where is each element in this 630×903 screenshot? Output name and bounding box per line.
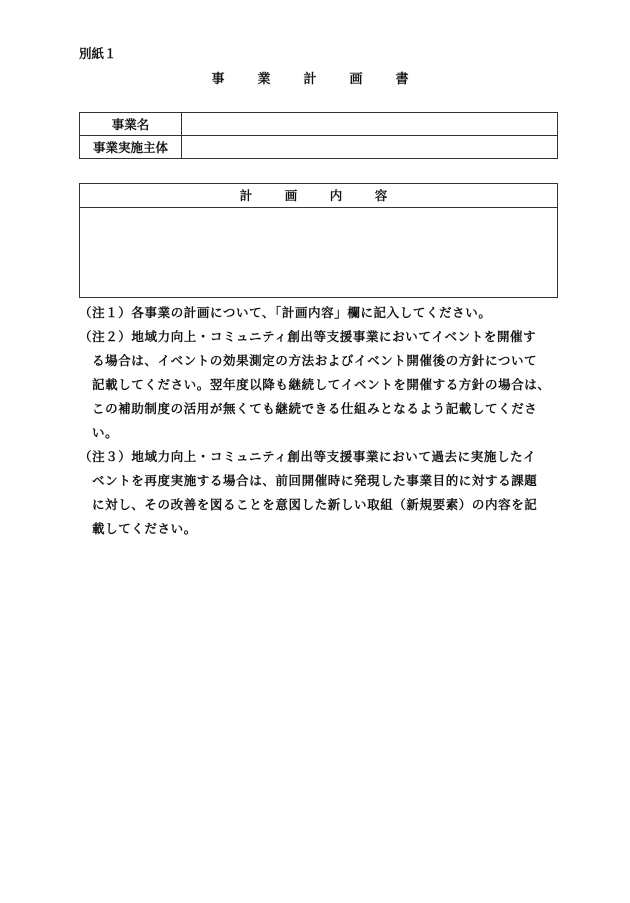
table-row xyxy=(80,113,558,136)
project-name-label: 事業名 xyxy=(80,113,182,136)
note-line: （注２）地域力向上・コミュニティ創出等支援事業においてイベントを開催す xyxy=(79,329,537,344)
implementing-entity-field[interactable] xyxy=(182,136,558,159)
note-line: （注３）地域力向上・コミュニティ創出等支援事業において過去に実施したイ xyxy=(79,449,537,464)
note-line: い。 xyxy=(92,425,119,440)
note-line: 記載してください。翌年度以降も継続してイベントを開催する方針の場合は、 xyxy=(92,377,551,392)
table-row xyxy=(80,136,558,159)
note-line: ベントを再度実施する場合は、前回開催時に発現した事業目的に対する課題 xyxy=(92,473,538,488)
note-line: る場合は、イベントの効果測定の方法およびイベント開催後の方針について xyxy=(92,353,538,368)
note-line: （注１）各事業の計画について、「計画内容」欄に記入してください。 xyxy=(79,305,492,320)
note-3 xyxy=(79,445,558,541)
note-line: この補助制度の活用が無くても継続できる仕組みとなるよう記載してくださ xyxy=(92,401,538,416)
project-info-table xyxy=(79,112,558,159)
project-name-field[interactable] xyxy=(182,113,558,136)
plan-content-box xyxy=(79,183,558,298)
attachment-label: 別紙１ xyxy=(79,46,117,61)
notes-section xyxy=(79,301,558,541)
plan-content-heading: 計 画 内 容 xyxy=(80,184,557,208)
note-1 xyxy=(79,301,558,325)
document-title: 事 業 計 画 書 xyxy=(211,72,419,87)
note-2 xyxy=(79,325,558,445)
implementing-entity-label: 事業実施主体 xyxy=(80,136,182,159)
note-line: 載してください。 xyxy=(92,521,197,536)
note-line: に対し、その改善を図ることを意図した新しい取組（新規要素）の内容を記 xyxy=(92,497,538,512)
plan-content-field[interactable] xyxy=(80,208,557,297)
